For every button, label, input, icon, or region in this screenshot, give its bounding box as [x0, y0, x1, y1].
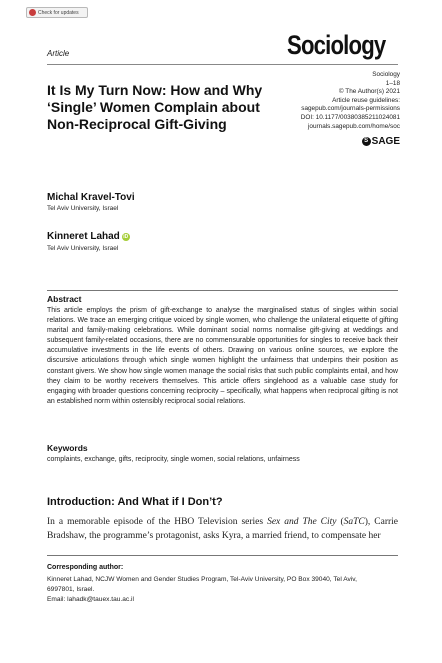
check-for-updates-label: Check for updates	[38, 9, 79, 16]
article-title: It Is My Turn Now: How and Why ‘Single’ Women Complain about Non-Reciprocal Gift-Giving	[47, 82, 263, 132]
corresponding-author-address: Kinneret Lahad, NCJW Women and Gender Studies Program, Tel-Aviv University, PO Box 39040, Tel Aviv,	[47, 576, 357, 583]
footer-divider	[47, 555, 398, 556]
keywords-heading: Keywords	[47, 443, 88, 453]
meta-journal: Sociology	[372, 71, 400, 78]
meta-permissions-link[interactable]: sagepub.com/journals-permissions	[301, 105, 400, 113]
corresponding-author-address-cont: 6997801, Israel.	[47, 586, 95, 593]
journal-name: Sociology	[287, 30, 386, 60]
publication-meta	[301, 71, 400, 131]
keywords-list: complaints, exchange, gifts, reciprocity, single women, social relations, unfairness	[47, 456, 300, 463]
sage-logo-icon: S	[362, 137, 371, 146]
author-affiliation: Tel Aviv University, Israel	[47, 245, 119, 252]
check-for-updates-badge[interactable]	[26, 7, 88, 18]
abstract-heading: Abstract	[47, 294, 82, 304]
meta-journal-link[interactable]: journals.sagepub.com/home/soc	[307, 122, 400, 130]
sage-logo	[362, 136, 400, 147]
intro-text-segment: In a memorable episode of the HBO Television series	[47, 517, 268, 527]
introduction-body	[47, 515, 398, 543]
meta-pages: 1–18	[385, 79, 400, 87]
article-type-label: Article	[47, 49, 70, 58]
crossmark-icon	[29, 9, 36, 16]
author-name: Michal Kravel-Tovi	[47, 192, 135, 203]
intro-text-segment: ), Carrie Bradshaw, the programme’s protagonist, asks Kyra, a married friend, to compensate her	[47, 517, 399, 541]
corresponding-author-heading: Corresponding author:	[47, 564, 124, 571]
header-divider	[47, 64, 398, 65]
author-affiliation: Tel Aviv University, Israel	[47, 205, 119, 212]
meta-copyright: © The Author(s) 2021	[338, 88, 400, 96]
introduction-heading: Introduction: And What if I Don’t?	[47, 496, 223, 508]
corresponding-author-email[interactable]: Email: lahadk@tauex.tau.ac.il	[47, 596, 134, 603]
meta-doi[interactable]: DOI: 10.1177/00380385211024081	[300, 113, 400, 121]
abstract-divider	[47, 290, 398, 291]
intro-show-title: Sex and The City	[267, 517, 337, 527]
sage-wordmark: SAGE	[371, 136, 400, 147]
intro-text-segment: (	[336, 517, 344, 527]
meta-reuse-label: Article reuse guidelines:	[332, 96, 400, 104]
author-name-with-orcid	[47, 231, 130, 242]
orcid-icon[interactable]: iD	[123, 233, 129, 240]
author-name: Kinneret Lahad	[47, 231, 120, 242]
intro-show-abbr: SaTC	[343, 517, 365, 527]
abstract-body: This article employs the prism of gift-exchange to analyse the marginalised status of singles within social relations. We trace an emerging critique voiced by single women, who challenge the unilateral etiquette of gifting marital and family-making celebrations. While dominant social norms normalise gift-giving at weddings and subsequent family-related occasions, there are no commensurable opportunities for singles to receive back their accumulative investments in the life events of others. Drawing on various online sources, we explore the discursive articulations through which single women highlight the unfairness that underpins their position as constant givers. We show how single women manage the social risks that such public complaints entail, and how they claim to be worthy receivers themselves. This article offers singlehood as a valuable case study for engaging with broader questions concerning reciprocity – specifically, what happens when reciprocal gifting is not an established norm within ostensibly reciprocal social relations.	[47, 307, 398, 405]
